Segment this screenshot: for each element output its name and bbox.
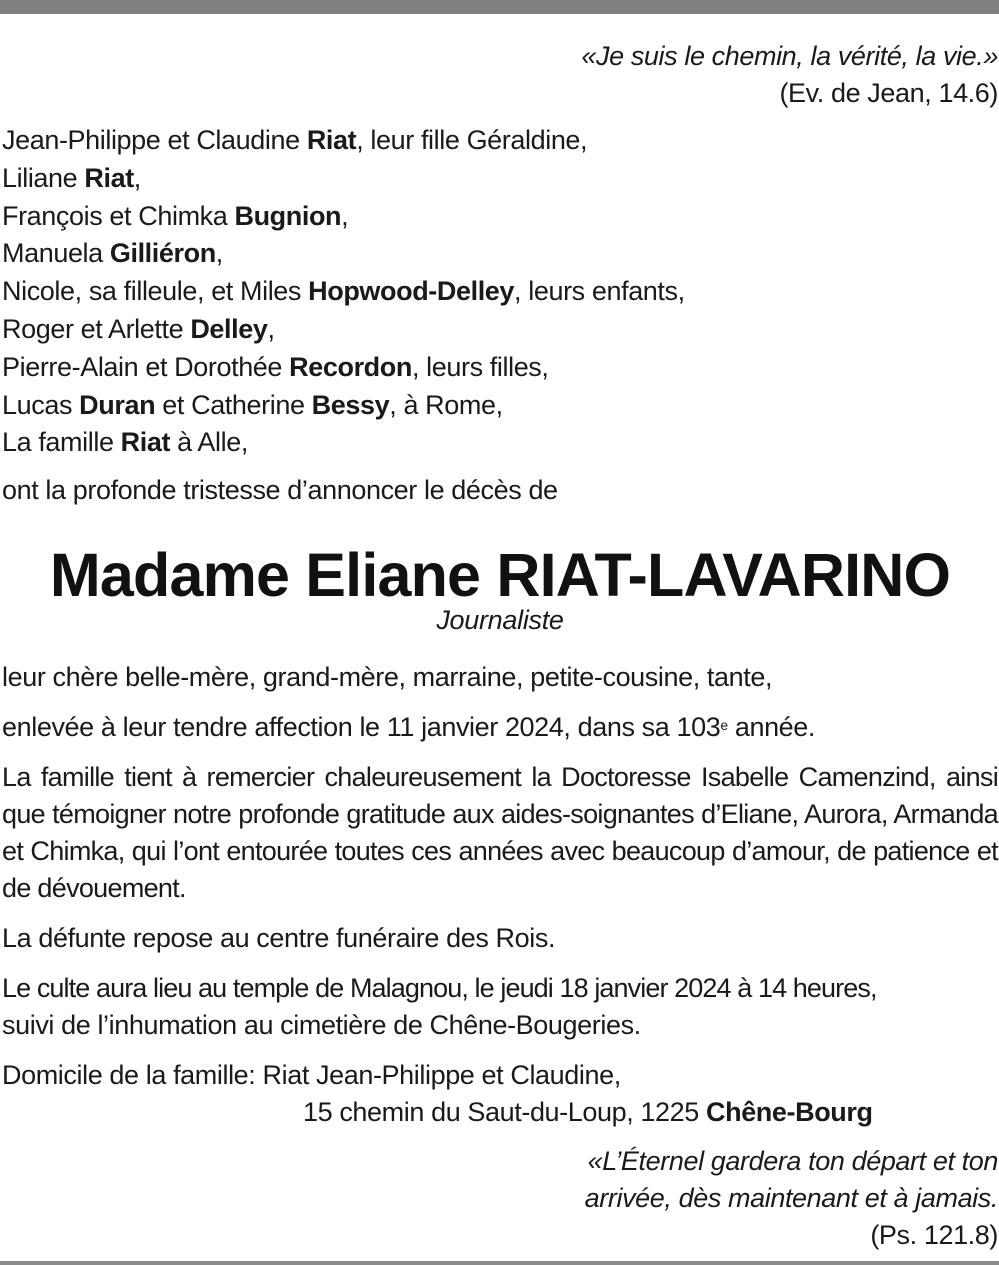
domicile <box>2 1057 998 1131</box>
family-text: Nicole, sa filleule, et Miles <box>2 276 309 307</box>
deceased-profession: Journaliste <box>436 605 564 636</box>
family-member-line <box>2 387 998 425</box>
family-member-line <box>2 235 998 273</box>
death-ordinal-suffix: e <box>720 717 728 734</box>
family-text: Liliane <box>2 162 85 193</box>
family-text: , <box>133 162 141 193</box>
family-text: , leurs filles, <box>411 351 549 382</box>
family-text: et Catherine <box>155 389 312 420</box>
family-member-line <box>2 122 998 160</box>
family-text: Pierre-Alain et Dorothée <box>2 351 290 382</box>
family-surname: Riat <box>120 427 171 458</box>
relation-line: leur chère belle-mère, grand-mère, marraine, petite-cousine, tante, <box>2 662 773 693</box>
obituary-notice <box>2 38 998 1254</box>
family-text: , leur fille Géraldine, <box>356 125 588 155</box>
family-surname: Bugnion <box>234 200 342 231</box>
closing-quote-reference: (Ps. 121.8) <box>870 1220 998 1251</box>
family-text: , <box>215 238 223 269</box>
family-surname: Hopwood-Delley <box>308 276 515 307</box>
rest-line: La défunte repose au centre funéraire des Rois. <box>2 923 556 954</box>
family-text: , à Rome, <box>389 389 503 420</box>
closing-quote-line-2: arrivée, dès maintenant et à jamais. <box>584 1183 998 1214</box>
deceased-name: Madame Eliane RIAT-LAVARINO <box>49 541 951 610</box>
family-text: François et Chimka <box>2 200 235 231</box>
family-member-line <box>2 160 998 198</box>
family-text: , <box>267 313 275 344</box>
closing-quote-line-1: «L’Éternel gardera ton départ et ton <box>587 1146 998 1177</box>
family-text: Lucas <box>2 389 80 420</box>
family-list <box>2 122 998 462</box>
family-surname: Bessy <box>311 389 390 420</box>
family-surname: Gilliéron <box>109 238 216 269</box>
family-text: Manuela <box>2 238 110 269</box>
family-text: , leurs enfants, <box>514 276 685 307</box>
bottom-rule <box>0 1261 999 1265</box>
family-text: Jean-Philippe et Claudine <box>2 125 307 155</box>
header-quote <box>2 38 998 112</box>
family-member-line <box>2 424 998 462</box>
family-text: à Alle, <box>170 427 248 458</box>
death-text: enlevée à leur tendre affection le 11 janvier 2024, dans sa 103 <box>2 712 721 743</box>
service-line-1: Le culte aura lieu au temple de Malagnou, le jeudi 18 janvier 2024 à 14 heures, <box>2 973 877 1004</box>
family-member-line <box>2 311 998 349</box>
announcement: ont la profonde tristesse d’annoncer le décès de <box>2 475 558 506</box>
domicile-street: 15 chemin du Saut-du-Loup, 1225 <box>303 1097 706 1128</box>
service-paragraph <box>2 970 998 1044</box>
header-quote-text: «Je suis le chemin, la vérité, la vie.» <box>581 41 998 71</box>
death-line <box>2 709 998 746</box>
header-quote-reference: (Ev. de Jean, 14.6) <box>779 78 998 108</box>
family-surname: Recordon <box>289 351 412 382</box>
death-text-end: année. <box>727 712 816 743</box>
family-member-line <box>2 349 998 387</box>
family-surname: Riat <box>84 162 134 193</box>
closing-quote <box>2 1143 998 1254</box>
family-text: , <box>341 200 349 231</box>
family-surname: Duran <box>79 389 156 420</box>
family-surname: Delley <box>190 313 268 344</box>
domicile-label: Domicile de la famille: <box>2 1060 263 1091</box>
domicile-city: Chêne-Bourg <box>706 1097 873 1128</box>
family-member-line <box>2 198 998 236</box>
thanks-paragraph: La famille tient à remercier chaleureusement la Doctoresse Isabelle Camenzind, ainsi que témoigner notre profonde gratitude aux aides-soignantes d’Eliane, Aurora, Armanda et Chimka, qui l’ont entourée toutes ces années avec beaucoup d’amour, de patience et de dévouement. <box>2 762 998 904</box>
family-surname: Riat <box>306 125 357 155</box>
family-text: La famille <box>2 427 121 458</box>
family-text: Roger et Arlette <box>2 313 191 344</box>
top-rule <box>0 0 999 14</box>
domicile-name: Riat Jean-Philippe et Claudine, <box>262 1060 621 1091</box>
family-member-line <box>2 273 998 311</box>
service-line-2: suivi de l’inhumation au cimetière de Chêne-Bougeries. <box>2 1010 641 1041</box>
